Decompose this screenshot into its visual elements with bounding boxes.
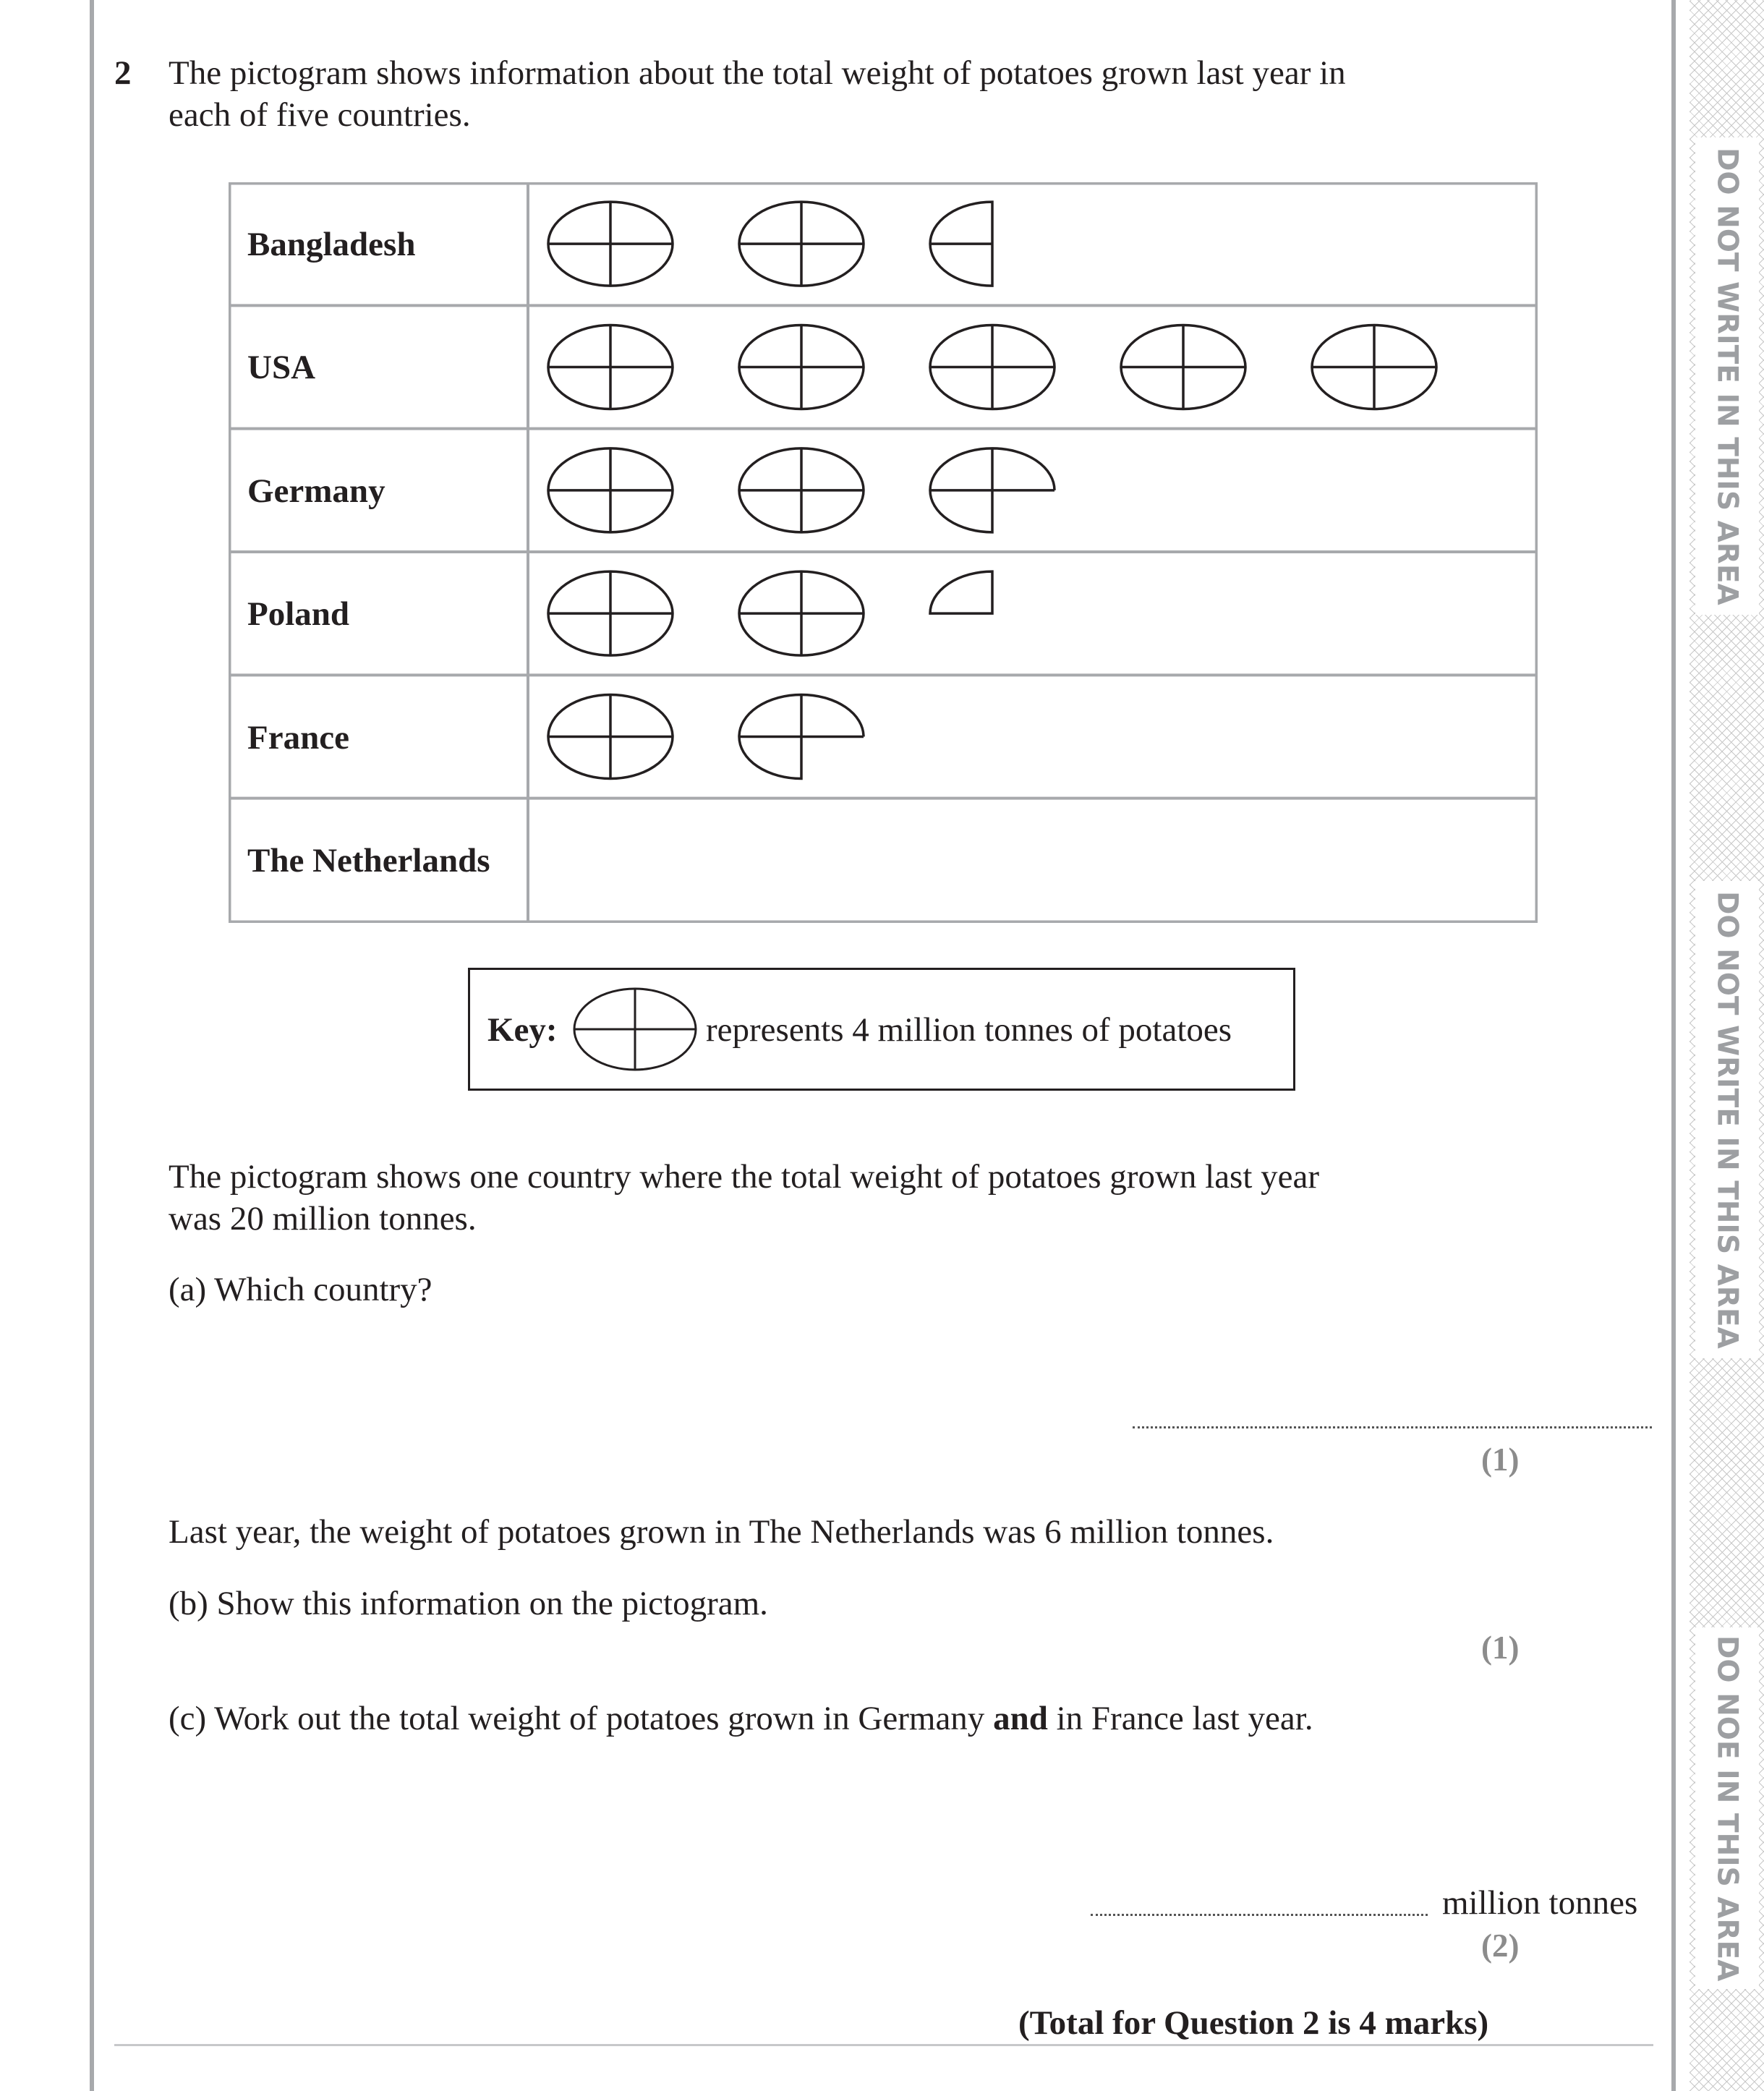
potato-symbol — [930, 571, 992, 613]
margin-warning-2: DO NOT WRITE IN THIS AREA — [1695, 881, 1759, 1358]
potato-symbol — [548, 571, 673, 655]
row-label-germany: Germany — [247, 472, 385, 510]
key-potato-icon — [570, 986, 700, 1073]
mark-b: (1) — [1481, 1630, 1520, 1666]
potato-symbol — [548, 448, 673, 532]
potato-symbol-stroke — [739, 694, 864, 778]
key-label: Key: — [487, 1011, 558, 1049]
potato-symbol — [739, 571, 864, 655]
potato-symbol — [739, 694, 864, 778]
potato-symbol — [930, 448, 1054, 532]
potato-symbol — [739, 325, 864, 409]
potato-symbol — [739, 448, 864, 532]
part-a-question: (a) Which country? — [169, 1271, 433, 1308]
potato-symbol — [930, 202, 992, 286]
row-label-poland: Poland — [247, 595, 350, 633]
question-intro-line1: The pictogram shows information about the total weight of potatoes grown last year in — [169, 54, 1346, 92]
potato-symbol — [739, 202, 864, 286]
paragraph-2: Last year, the weight of potatoes grown in The Netherlands was 6 million tonnes. — [169, 1513, 1274, 1551]
potato-symbol — [1312, 325, 1436, 409]
mark-a: (1) — [1481, 1441, 1520, 1478]
row-label-usa: USA — [247, 349, 316, 386]
answer-line-a[interactable] — [1133, 1426, 1652, 1428]
potato-symbol-stroke — [930, 448, 1054, 532]
potato-symbol-stroke — [930, 202, 992, 286]
key-text: represents 4 million tonnes of potatoes — [706, 1011, 1232, 1049]
row-label-bangladesh: Bangladesh — [247, 226, 416, 263]
margin-warning-1: DO NOT WRITE IN THIS AREA — [1695, 137, 1759, 615]
key-box — [468, 968, 1295, 1091]
potato-symbol — [930, 325, 1054, 409]
pictogram-grid — [229, 182, 1538, 923]
bottom-rule — [114, 2044, 1653, 2046]
part-b-question: (b) Show this information on the pictogram. — [169, 1585, 768, 1622]
pictogram-table — [229, 182, 1538, 923]
part-c-question: (c) Work out the total weight of potatoes grown in Germany and in France last year. — [169, 1700, 1313, 1737]
row-label-france: France — [247, 719, 349, 757]
potato-symbol — [548, 325, 673, 409]
paragraph-1-line2: was 20 million tonnes. — [169, 1200, 477, 1238]
mark-c: (2) — [1481, 1928, 1520, 1964]
question-number: 2 — [114, 54, 132, 92]
potato-symbol — [548, 694, 673, 778]
question-intro-line2: each of five countries. — [169, 96, 471, 134]
answer-unit: million tonnes — [1442, 1884, 1638, 1922]
paragraph-1-line1: The pictogram shows one country where the total weight of potatoes grown last year — [169, 1158, 1320, 1196]
page-frame-left — [90, 0, 94, 2091]
potato-symbol — [1121, 325, 1245, 409]
page-frame-right — [1671, 0, 1676, 2091]
answer-line-c[interactable] — [1091, 1914, 1428, 1916]
potato-symbol — [548, 202, 673, 286]
potato-symbol-stroke — [930, 571, 992, 613]
question-total: (Total for Question 2 is 4 marks) — [1018, 2004, 1489, 2042]
margin-warning-3: DO NOE IN THIS AREA — [1695, 1627, 1759, 1989]
row-label-the-netherlands: The Netherlands — [247, 842, 490, 880]
